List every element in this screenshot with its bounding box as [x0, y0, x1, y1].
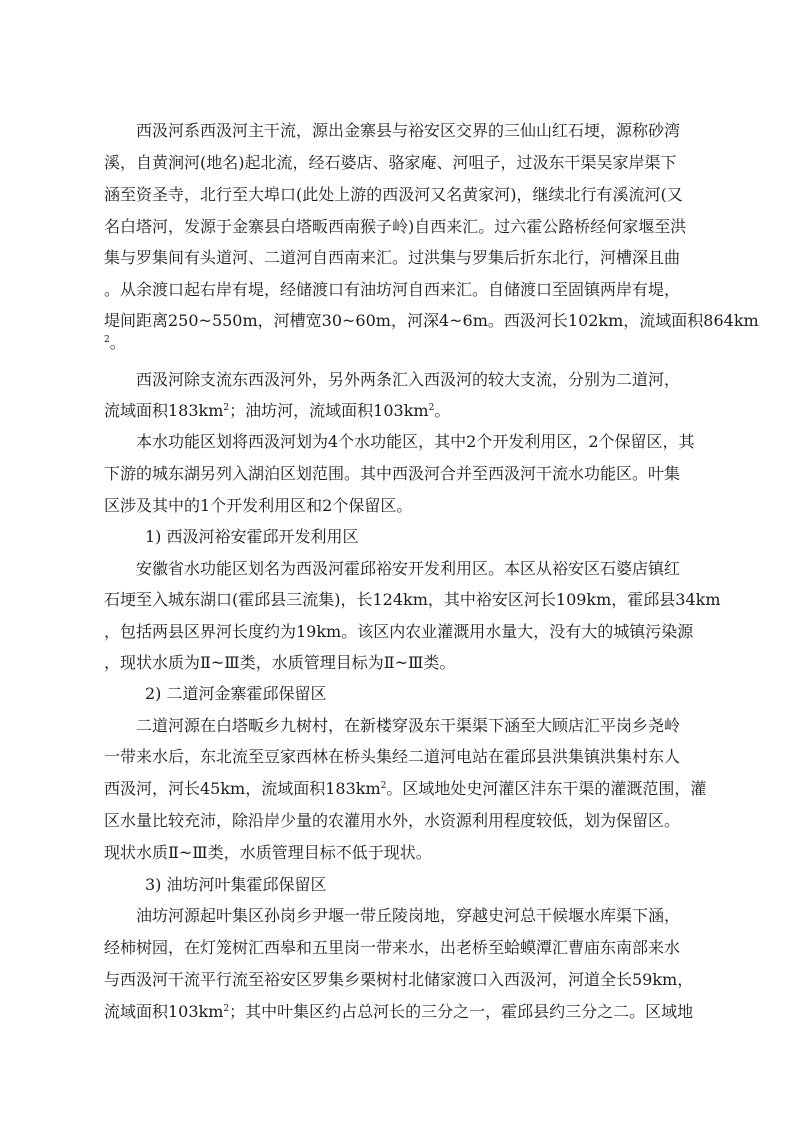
- paragraph-line: 堤间距离250~550m，河槽宽30~60m，河深4~6m。西汲河长102km，流域面积864km: [104, 311, 759, 330]
- paragraph-line: 西汲河系西汲河主干流，源出金寨县与裕安区交界的三仙山红石埂，源称砂湾: [136, 121, 681, 140]
- paragraph-line: 区涉及其中的1个开发利用区和2个保留区。: [104, 496, 413, 515]
- paragraph-line: 西汲河除支流东西汲河外，另外两条汇入西汲河的较大支流，分别为二道河，: [136, 370, 681, 389]
- paragraph-line: $^2$。: [104, 333, 126, 352]
- paragraph-line: 二道河源在白塔畈乡九树村，在新楼穿汲东干渠渠下涵至大顾店汇平岗乡尧岭: [136, 716, 681, 735]
- paragraph-line: 安徽省水功能区划名为西汲河霍邱裕安开发利用区。本区从裕安区石婆店镇红: [136, 559, 681, 578]
- paragraph-line: 与西汲河干流平行流至裕安区罗集乡栗树村北储家渡口入西汲河，河道全长59km，: [104, 970, 694, 989]
- paragraph-line: 油坊河源起叶集区孙岗乡尹堰一带丘陵岗地，穿越史河总干候堰水库渠下涵，: [136, 906, 681, 925]
- paragraph-line: 下游的城东湖另列入湖泊区划范围。其中西汲河合并至西汲河干流水功能区。叶集: [104, 464, 681, 483]
- paragraph-line: 溪，自黄涧河(地名)起北流，经石婆店、骆家庵、河咀子，过汲东干渠吴家岸渠下: [104, 153, 677, 172]
- section-heading: 2) 二道河金寨霍邱保留区: [145, 684, 327, 703]
- paragraph-line: 涵至资圣寺，北行至大埠口(此处上游的西汲河又名黄家河)，继续北行有溪流河(又: [104, 185, 683, 204]
- paragraph-line: 一带来水后，东北流至豆家西林在桥头集经二道河电站在霍邱县洪集镇洪集村东人: [104, 747, 681, 766]
- section-heading: 1) 西汲河裕安霍邱开发利用区: [145, 527, 359, 546]
- paragraph-line: 名白塔河，发源于金寨县白塔畈西南猴子岭)自西来汇。过六霍公路桥经何家堰至洪: [104, 217, 687, 236]
- paragraph-line: 西汲河，河长45km，流域面积$183km^2$。区域地处史河灌区沣东干渠的灌溉范围，灌: [104, 779, 707, 798]
- paragraph-line: 流域面积$183km^2$；油坊河，流域面积$103km^2$。: [104, 401, 451, 420]
- paragraph-line: ，现状水质为Ⅱ~Ⅲ类，水质管理目标为Ⅱ~Ⅲ类。: [104, 653, 456, 672]
- paragraph-line: ，包括两县区界河长度约为19km。该区内农业灌溉用水量大，没有大的城镇污染源: [104, 622, 694, 641]
- paragraph-line: 集与罗集间有头道河、二道河自西南来汇。过洪集与罗集后折东北行，河槽深且曲: [104, 248, 681, 267]
- paragraph-line: 区水量比较充沛，除沿岸少量的农灌用水外，水资源利用程度较低，划为保留区。: [104, 811, 681, 830]
- paragraph-line: 经柿树园，在灯笼树汇西皋和五里岗一带来水，出老桥至蛤蟆潭汇曹庙东南部来水: [104, 938, 681, 957]
- paragraph-line: 流域面积$103km^2$；其中叶集区约占总河长的三分之一，霍邱县约三分之二。区域地: [104, 1002, 694, 1021]
- section-heading: 3) 油坊河叶集霍邱保留区: [145, 875, 327, 894]
- paragraph-line: 。从余渡口起右岸有堤，经储渡口有油坊河自西来汇。自储渡口至固镇两岸有堤，: [104, 280, 681, 299]
- paragraph-line: 本水功能区划将西汲河划为4个水功能区，其中2个开发利用区，2个保留区，其: [136, 432, 695, 451]
- paragraph-line: 石埂至入城东湖口(霍邱县三流集)，长124km，其中裕安区河长109km，霍邱县34km: [104, 590, 721, 609]
- paragraph-line: 现状水质Ⅱ~Ⅲ类，水质管理目标不低于现状。: [104, 843, 432, 862]
